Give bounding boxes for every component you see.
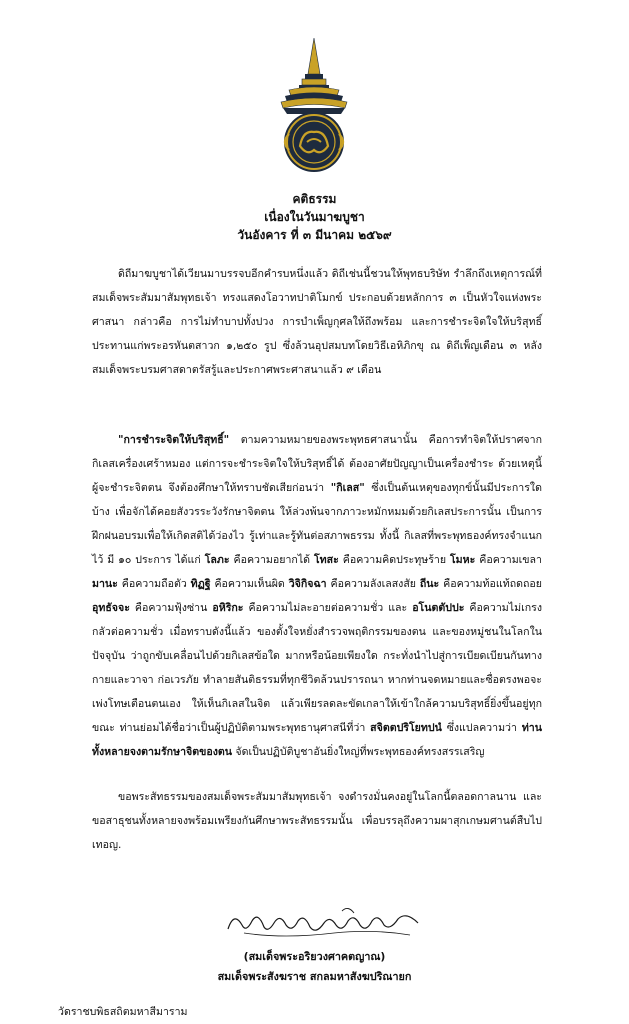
text-run: คือความท้อแท้ถดถอย bbox=[439, 578, 542, 590]
text-run: คือความลังเลสงสัย bbox=[326, 578, 420, 590]
paragraph-blessing: ขอพระสัทธรรมของสมเด็จพระสัมมาสัมพุทธเจ้า จงดำรงมั่นคงอยู่ในโลกนี้ตลอดกาลนาน และขอสาธุชนทั้งหลายจงพร้อมเพรียงกันศึกษาพระสัทธรรมนั้น เพื่อบรรลุถึงความผาสุกเกษมศานต์สืบไป เทอญ. bbox=[92, 791, 542, 851]
issuing-temple: วัดราชบพิธสถิตมหาสีมาราม bbox=[58, 1006, 188, 1018]
text-run: คือความฟุ้งซ่าน bbox=[129, 602, 213, 614]
emphasis-term: อโนตตัปปะ bbox=[412, 602, 465, 614]
paragraph-main bbox=[92, 428, 542, 764]
emphasis-pali: สจิตตปริโยทปนํ bbox=[370, 722, 442, 734]
text-run: ซึ่งแปลความว่า bbox=[441, 722, 522, 734]
document-occasion: เนื่องในวันมาฆบูชา bbox=[264, 210, 365, 224]
text-run: คือความอยากได้ bbox=[229, 554, 314, 566]
text-run: คือความคิดประทุษร้าย bbox=[338, 554, 450, 566]
text-run: คือความเห็นผิด bbox=[210, 578, 289, 590]
emphasis-term: วิจิกิจฉา bbox=[288, 578, 327, 590]
text-run: คือความไม่ละอายต่อความชั่ว และ bbox=[243, 602, 413, 614]
emphasis-term: ทิฏฐิ bbox=[190, 578, 211, 590]
emphasis-purification: "การชำระจิตให้บริสุทธิ์" bbox=[118, 434, 230, 446]
text-run: คือความถือตัว bbox=[117, 578, 191, 590]
text-run: คือความเขลา bbox=[475, 554, 542, 566]
emphasis-term: โลภะ bbox=[204, 554, 230, 566]
paragraph-intro: ดิถีมาฆบูชาได้เวียนมาบรรจบอีกคำรบหนึ่งแล้ว ดิถีเช่นนี้ชวนให้พุทธบริษัท รำลึกถึงเหตุการณ์ที่สมเด็จพระสัมมาสัมพุทธเจ้า ทรงแสดงโอวาทปาติโมกข์ ประกอบด้วยหลักการ ๓ เป็นหัวใจแห่งพระศาสนา กล่าวคือ การไม่ทำบาปทั้งปวง การบำเพ็ญกุศลให้ถึงพร้อม และการชำระจิตใจให้บริสุทธิ์ ประทานแก่พระอรหันตสาวก ๑,๒๕๐ รูป ซึ่งล้วนอุปสมบทโดยวิธีเอหิภิกขุ ณ ดิถีเพ็ญเดือน ๓ หลังสมเด็จพระบรมศาสดาตรัสรู้และประกาศพระศาสนาแล้ว ๙ เดือน bbox=[92, 268, 542, 376]
emphasis-term: ถีนะ bbox=[419, 578, 440, 590]
text-run: ตามความหมายของพระพุทธศาสนานั้น คือการทำจิตให้ปราศจากกิเลสเครื่องเศร้าหมอง แต่การจะชำระจิตใจให้บริสุทธิ์ได้ ต้องอาศัยปัญญาเป็นเครื่องชำระ ด้วยเหตุนี้ ผู้จะชำระจิตตน จึงต้องศึกษาให้ทราบชัดเสียก่อนว่า bbox=[92, 434, 542, 494]
handwritten-signature bbox=[224, 903, 424, 943]
sangharaja-emblem-icon bbox=[275, 38, 353, 176]
signatory-title: สมเด็จพระสังฆราช สกลมหาสังฆปริณายก bbox=[217, 970, 412, 983]
emphasis-translation: ท่านทั้งหลายจงตามรักษาจิตของตน bbox=[92, 722, 542, 758]
emphasis-term: โมหะ bbox=[449, 554, 476, 566]
document-date: วันอังคาร ที่ ๓ มีนาคม ๒๕๖๙ bbox=[237, 228, 392, 242]
emphasis-kilesa: "กิเลส" bbox=[330, 482, 365, 494]
text-run: คือความไม่เกรงกลัวต่อความชั่ว เมื่อทราบดังนี้แล้ว ของตั้งใจหยั่งสำรวจพฤติกรรมของตน และของหมู่ชนในโลกในปัจจุบัน ว่าถูกขับเคลื่อนไปด้วยกิเลสข้อใด มากหรือน้อยเพียงใด กระทั่งนำไปสู่การเบียดเบียนกันทางกายและวาจา ก่อเวรภัย ทำลายสันติธรรมที่ทุกชีวิตล้วนปรารถนา หากท่านจดหมายและซื่อตรงพอจะเพ่งโทษเตือนตนเอง ให้เห็นกิเลสในจิต แล้วเพียรลดละขัดเกลาให้เข้าใกล้ความบริสุทธิ์ยิ่งขึ้นอยู่ทุกขณะ ท่านย่อมได้ชื่อว่าเป็นผู้ปฏิบัติตามพระพุทธานุศาสนีที่ว่า bbox=[92, 602, 542, 734]
emphasis-term: อุทธัจจะ bbox=[92, 602, 130, 614]
text-run: จัดเป็นปฏิบัติบูชาอันยิ่งใหญ่ที่พระพุทธองค์ทรงสรรเสริญ bbox=[232, 746, 485, 758]
text-run: ซึ่งเป็นต้นเหตุของทุกข์นั้นมีประการใดบ้าง เพื่อจักได้คอยสังวรระวังรักษาจิตตน ให้ล่วงพ้นจากภาวะหมักหมมด้วยกิเลสประการนั้น เป็นการฝึกฝนอบรมเพื่อให้เกิดสติได้ว่องไว รู้เท่าและรู้ทันต่อสภาพธรรม ทั้งนี้ กิเลสที่พระพุทธองค์ทรงจำแนกไว้ มี ๑๐ ประการ ได้แก่ bbox=[92, 482, 542, 566]
signatory-name: (สมเด็จพระอริยวงศาคตญาณ) bbox=[243, 950, 386, 963]
emphasis-term: อหิริกะ bbox=[212, 602, 244, 614]
emphasis-term: มานะ bbox=[92, 578, 118, 590]
document-title: คติธรรม bbox=[292, 192, 337, 206]
emphasis-term: โทสะ bbox=[313, 554, 339, 566]
